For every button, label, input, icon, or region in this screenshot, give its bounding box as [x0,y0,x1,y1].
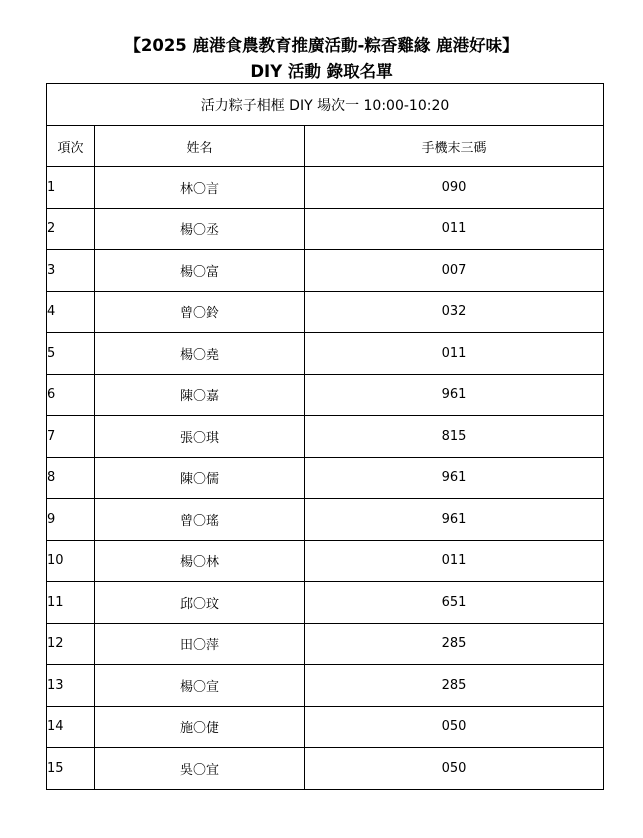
row-number: 9 [47,499,95,541]
participant-name: 張〇琪 [95,416,305,458]
phone-last-three: 050 [305,748,604,790]
row-number: 13 [47,665,95,707]
phone-last-three: 090 [305,167,604,209]
participant-name: 吳〇宜 [95,748,305,790]
participant-name: 林〇言 [95,167,305,209]
phone-last-three: 011 [305,333,604,375]
column-header-phone: 手機末三碼 [305,126,604,167]
table-row [47,250,604,292]
row-number: 10 [47,540,95,582]
session-row [47,84,604,126]
participant-name: 曾〇瑤 [95,499,305,541]
table-row [47,540,604,582]
row-number: 14 [47,706,95,748]
participant-name: 陳〇嘉 [95,374,305,416]
table-row [47,374,604,416]
row-number: 1 [47,167,95,209]
participant-name: 邱〇玟 [95,582,305,624]
table-row [47,582,604,624]
row-number: 2 [47,208,95,250]
phone-last-three: 961 [305,457,604,499]
phone-last-three: 285 [305,665,604,707]
column-header-name: 姓名 [95,126,305,167]
roster-table [46,83,604,790]
document-title: 【2025 鹿港食農教育推廣活動-粽香雞緣 鹿港好味】 [124,36,519,55]
row-number: 8 [47,457,95,499]
row-number: 5 [47,333,95,375]
phone-last-three: 007 [305,250,604,292]
table-row [47,665,604,707]
participant-name: 楊〇丞 [95,208,305,250]
table-row [47,208,604,250]
participant-name: 楊〇宣 [95,665,305,707]
participant-name: 陳〇儒 [95,457,305,499]
table-row [47,499,604,541]
table-row [47,167,604,209]
table-row [47,291,604,333]
table-row [47,333,604,375]
row-number: 15 [47,748,95,790]
row-number: 4 [47,291,95,333]
phone-last-three: 032 [305,291,604,333]
phone-last-three: 011 [305,208,604,250]
table-row [47,416,604,458]
phone-last-three: 961 [305,374,604,416]
table-row [47,748,604,790]
table-row [47,623,604,665]
session-title: 活力粽子相框 DIY 場次一 10:00-10:20 [47,84,604,126]
phone-last-three: 050 [305,706,604,748]
row-number: 3 [47,250,95,292]
table-row [47,457,604,499]
participant-name: 楊〇富 [95,250,305,292]
participant-name: 田〇萍 [95,623,305,665]
phone-last-three: 011 [305,540,604,582]
row-number: 12 [47,623,95,665]
header-row [47,126,604,167]
column-header-no: 項次 [47,126,95,167]
phone-last-three: 651 [305,582,604,624]
row-number: 11 [47,582,95,624]
participant-name: 施〇倢 [95,706,305,748]
phone-last-three: 961 [305,499,604,541]
document-subtitle: DIY 活動 錄取名單 [250,62,393,81]
participant-name: 曾〇鈴 [95,291,305,333]
phone-last-three: 815 [305,416,604,458]
row-number: 7 [47,416,95,458]
participant-name: 楊〇堯 [95,333,305,375]
table-row [47,706,604,748]
phone-last-three: 285 [305,623,604,665]
participant-name: 楊〇林 [95,540,305,582]
row-number: 6 [47,374,95,416]
